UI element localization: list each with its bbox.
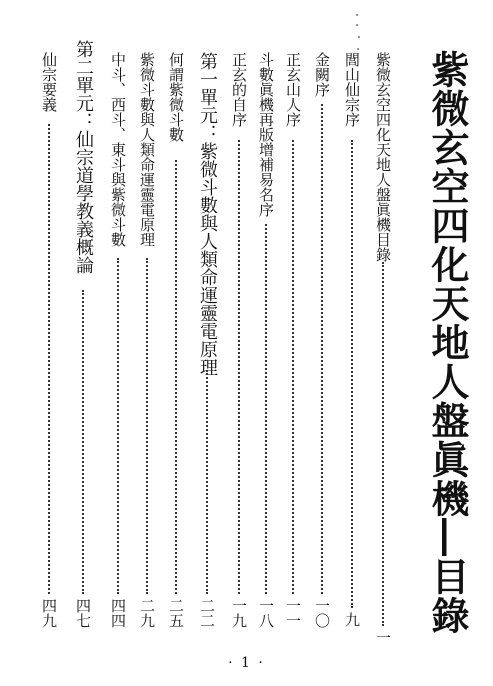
dot-leader (321, 104, 325, 594)
toc-entry[interactable] (255, 52, 277, 217)
scan-speck (356, 24, 358, 26)
dot-leader (265, 224, 269, 594)
toc-entry[interactable] (228, 52, 250, 127)
page-title: 紫微玄空四化天地人盤眞機―目錄 (425, 50, 470, 635)
toc-entry-text: 金闕序 (313, 52, 331, 97)
toc-entry-text: 斗數眞機再版增補易名序 (257, 52, 275, 217)
dot-leader (206, 370, 210, 594)
toc-page-number: 四四 (109, 598, 127, 628)
toc-entry-text: 第一單元：紫微斗數與人類命運靈電原理 (197, 52, 218, 376)
dot-leader (82, 290, 86, 594)
toc-entry-text: 紫微玄空四化天地人盤眞機目錄 (374, 52, 392, 262)
toc-page-number: 一 (374, 630, 392, 645)
toc-page-number: 一九 (230, 598, 248, 628)
dot-leader (48, 124, 52, 594)
toc-entry-text: 正玄的自序 (230, 52, 248, 127)
toc-entry[interactable] (165, 52, 187, 142)
toc-entry-text: 仙宗要義 (40, 52, 58, 112)
dot-leader (292, 140, 296, 594)
dot-leader (351, 140, 355, 608)
page-number-footer: · 1 · (228, 655, 265, 671)
toc-entry-text: 閭山仙宗序 (343, 52, 361, 127)
toc-entry[interactable] (341, 52, 363, 127)
dot-leader (146, 258, 150, 594)
toc-entry[interactable] (372, 52, 394, 262)
toc-page-number: 二二 (198, 598, 216, 628)
toc-entry[interactable] (311, 52, 333, 97)
toc-section-heading[interactable] (194, 52, 220, 376)
toc-page-number: 一八 (257, 598, 275, 628)
toc-page-number: 九 (343, 612, 361, 627)
toc-page-number: 一一 (284, 598, 302, 628)
scan-speck (358, 36, 360, 38)
toc-page-number: 四九 (40, 598, 58, 628)
scan-speck (356, 14, 358, 16)
toc-page-number: 二五 (167, 598, 185, 628)
dot-leader (382, 262, 386, 626)
toc-page-number: 一〇 (313, 598, 331, 628)
toc-section-heading[interactable] (70, 40, 96, 274)
toc-entry[interactable] (107, 52, 129, 247)
toc-entry[interactable] (136, 52, 158, 247)
toc-entry[interactable] (38, 52, 60, 112)
toc-entry-text: 第二單元：仙宗道學教義概論 (73, 40, 94, 274)
toc-entry[interactable] (282, 52, 304, 127)
toc-entry-text: 正玄山人序 (284, 52, 302, 127)
toc-entry-text: 紫微斗數與人類命運靈電原理 (138, 52, 156, 247)
scan-speck (357, 48, 359, 50)
toc-page-number: 四七 (74, 598, 92, 628)
dot-leader (175, 160, 179, 594)
toc-entry-text: 何謂紫微斗數 (167, 52, 185, 142)
dot-leader (238, 140, 242, 594)
toc-page-number: 二九 (138, 598, 156, 628)
toc-entry-text: 中斗、西斗、東斗與紫微斗數 (109, 52, 127, 247)
dot-leader (117, 258, 121, 594)
